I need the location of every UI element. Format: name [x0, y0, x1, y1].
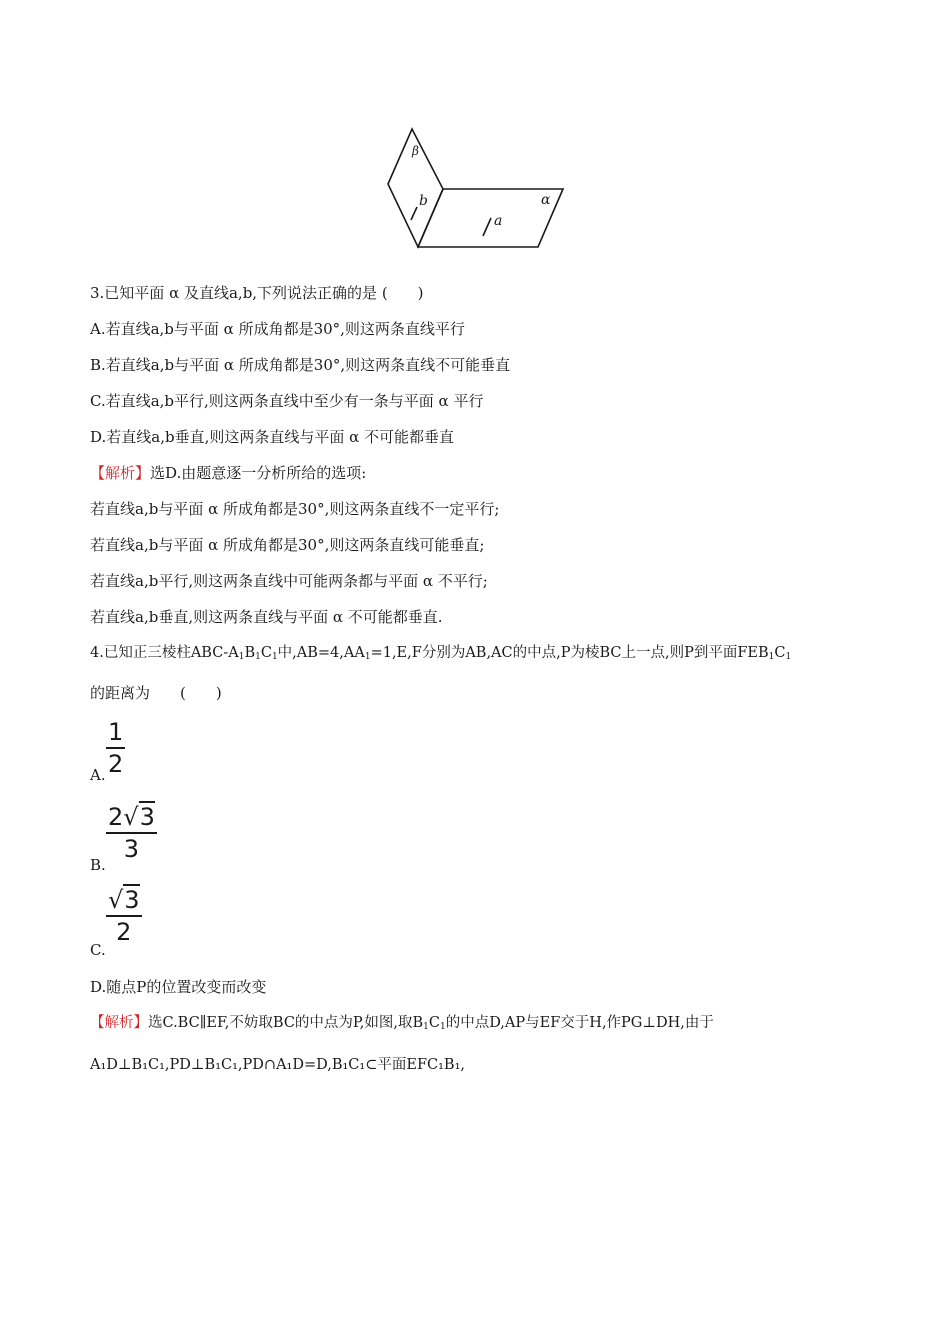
q4-option-c-fraction: $\frac{√3}{2}$: [108, 886, 140, 946]
analysis-tag: 【解析】: [90, 464, 151, 482]
q4-analysis-line2: A₁D⊥B₁C₁,PD⊥B₁C₁,PD∩A₁D=D,B₁C₁⊂平面EFC₁B₁,: [90, 1057, 465, 1073]
label-b: b: [419, 193, 428, 209]
q3-analysis: [90, 463, 366, 483]
line-a: [483, 218, 491, 236]
q4-analysis: 【解析】选C.BC∥EF,不妨取BC的中点为P,如图,取$B_1C_1$的中点D,AP与EF交于H,作PG⊥DH,由于: [90, 1015, 714, 1032]
q4-option-c-label: C.: [90, 941, 106, 959]
line-b: [411, 207, 417, 220]
q3-analysis-1: 若直线a,b与平面 α 所成角都是30°,则这两条直线不一定平行;: [90, 500, 500, 518]
q4-option-b-label: B.: [90, 856, 106, 874]
analysis-text: 选D.由题意逐一分析所给的选项:: [150, 464, 367, 482]
analysis-tag: 【解析】: [90, 1015, 148, 1031]
q4-option-d: D.随点P的位置改变而改变: [90, 978, 267, 996]
q3-analysis-4: 若直线a,b垂直,则这两条直线与平面 α 不可能都垂直.: [90, 608, 443, 626]
q3-analysis-3: 若直线a,b平行,则这两条直线中可能两条都与平面 α 不平行;: [90, 572, 488, 590]
q3-analysis-2: 若直线a,b与平面 α 所成角都是30°,则这两条直线可能垂直;: [90, 536, 485, 554]
q3-option-a: A.若直线a,b与平面 α 所成角都是30°,则这两条直线平行: [90, 320, 465, 338]
q3-option-d: D.若直线a,b垂直,则这两条直线与平面 α 不可能都垂直: [90, 428, 455, 446]
q3-option-c: C.若直线a,b平行,则这两条直线中至少有一条与平面 α 平行: [90, 392, 484, 410]
planes-figure: [385, 122, 570, 254]
q3-stem: 3.已知平面 α 及直线a,b,下列说法正确的是 ( ): [90, 284, 424, 302]
q4-stem-line2: 的距离为 ( ): [90, 684, 222, 702]
q4-option-a-fraction: $\frac{1}{2}$: [108, 718, 124, 778]
q4-option-a-label: A.: [90, 766, 106, 784]
label-a: a: [494, 213, 503, 229]
q3-option-b: B.若直线a,b与平面 α 所成角都是30°,则这两条直线不可能垂直: [90, 356, 511, 374]
label-beta: β: [412, 144, 419, 158]
label-alpha: α: [541, 192, 551, 208]
q4-option-b-fraction: $\frac{2√3}{3}$: [108, 803, 155, 863]
q4-stem: 4.已知正三棱柱ABC-$A_1B_1C_1$中$,AB=4,AA_1=1,E,F$分别为AB,AC的中点,P为棱BC上一点,则P到平面$FEB_1C_1$: [90, 645, 792, 662]
